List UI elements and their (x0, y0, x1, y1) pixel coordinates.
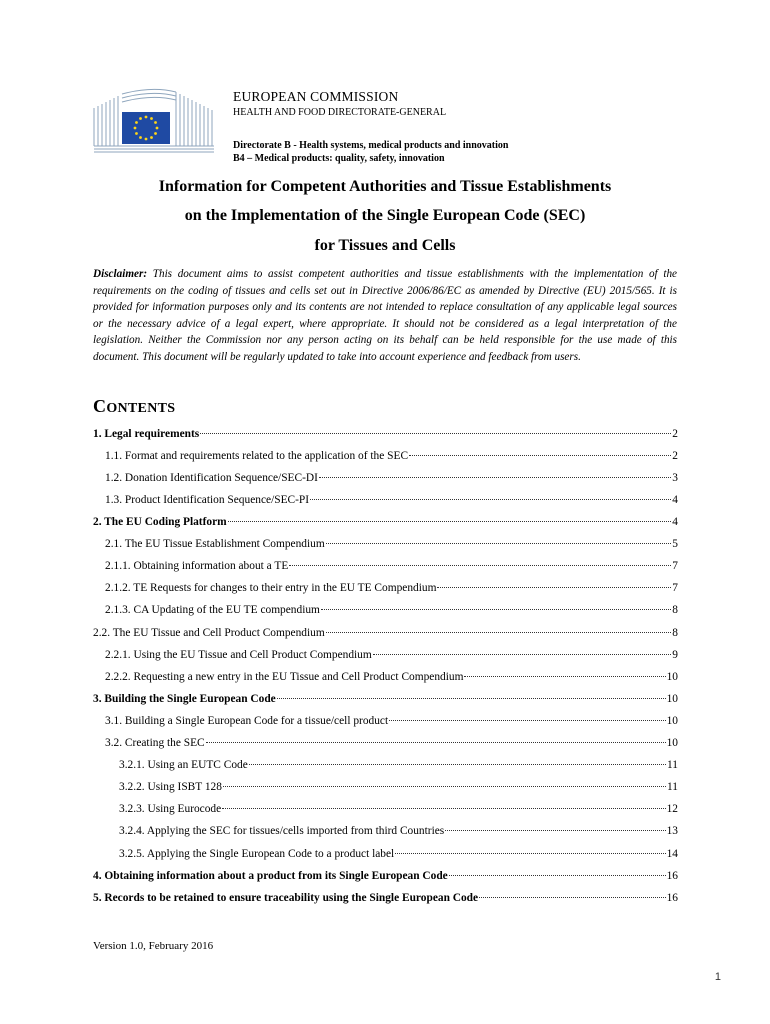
org-name: EUROPEAN COMMISSION (233, 89, 399, 104)
toc-leader-dots (389, 720, 665, 721)
toc-entry-page: 8 (672, 604, 678, 616)
toc-entry-page: 14 (666, 848, 678, 860)
toc-entry-title: 3.2.4. Applying the SEC for tissues/cells imported from third Countries (119, 825, 445, 837)
toc-entry[interactable] (93, 693, 678, 709)
toc-entry-title: 2.2.2. Requesting a new entry in the EU Tissue and Cell Product Compendium (105, 671, 464, 683)
toc-leader-dots (222, 808, 665, 809)
directorate: Directorate B - Health systems, medical products and innovation (233, 140, 509, 151)
toc-entry-title: 2.2.1. Using the EU Tissue and Cell Product Compendium (105, 649, 372, 661)
toc-entry-title: 2. The EU Coding Platform (93, 516, 227, 528)
toc-leader-dots (445, 830, 665, 831)
eu-flag-star (154, 121, 157, 124)
toc-leader-dots (437, 587, 671, 588)
toc-entry[interactable] (105, 538, 678, 554)
toc-entry[interactable] (105, 715, 678, 731)
eu-flag-star (135, 121, 138, 124)
toc-entry-title: 2.1.1. Obtaining information about a TE (105, 560, 289, 572)
toc-entry-title: 1.2. Donation Identification Sequence/SEC-DI (105, 472, 318, 484)
toc-leader-dots (228, 521, 672, 522)
toc-leader-dots (249, 764, 666, 765)
eu-flag-star (134, 127, 137, 130)
toc-entry[interactable] (105, 604, 678, 620)
toc-leader-dots (409, 455, 671, 456)
toc-entry-title: 3. Building the Single European Code (93, 693, 276, 705)
toc-leader-dots (326, 632, 672, 633)
toc-leader-dots (321, 609, 671, 610)
toc-entry-page: 10 (666, 715, 678, 727)
eu-flag-star (150, 117, 153, 120)
toc-leader-dots (319, 477, 671, 478)
toc-entry-title: 3.2.2. Using ISBT 128 (119, 781, 222, 793)
toc-leader-dots (289, 565, 671, 566)
toc-leader-dots (206, 742, 666, 743)
version-info: Version 1.0, February 2016 (93, 940, 214, 952)
eu-flag-star (145, 116, 148, 119)
document-title-line-1: Information for Competent Authorities and Tissue Establishments (158, 178, 612, 195)
document-title-line-2: on the Implementation of the Single European Code (SEC) (184, 207, 586, 224)
toc-entry-title: 3.2.5. Applying the Single European Code to a product label (119, 848, 395, 860)
toc-entry-page: 16 (666, 870, 678, 882)
toc-leader-dots (479, 897, 666, 898)
toc-entry-title: 5. Records to be retained to ensure traceability using the Single European Code (93, 892, 479, 904)
unit: B4 – Medical products: quality, safety, innovation (233, 153, 445, 164)
toc-leader-dots (326, 543, 672, 544)
toc-entry-title: 3.2. Creating the SEC (105, 737, 205, 749)
toc-entry-page: 12 (666, 803, 678, 815)
toc-entry[interactable] (119, 803, 678, 819)
toc-entry-page: 16 (666, 892, 678, 904)
toc-entry-page: 4 (672, 516, 678, 528)
toc-leader-dots (200, 433, 671, 434)
disclaimer-label: Disclaimer: (93, 268, 148, 280)
toc-entry[interactable] (93, 627, 678, 643)
toc-leader-dots (310, 499, 671, 500)
toc-entry-page: 10 (666, 737, 678, 749)
toc-entry-page: 3 (672, 472, 678, 484)
toc-entry-title: 3.2.1. Using an EUTC Code (119, 759, 248, 771)
toc-entry-page: 7 (672, 560, 678, 572)
toc-entry[interactable] (93, 892, 678, 908)
toc-entry[interactable] (105, 472, 678, 488)
contents-heading-initial: C (93, 396, 107, 416)
toc-entry[interactable] (119, 825, 678, 841)
toc-entry[interactable] (119, 759, 678, 775)
toc-entry-page: 7 (672, 582, 678, 594)
european-commission-logo (92, 88, 218, 154)
toc-entry-page: 2 (672, 428, 678, 440)
toc-entry-title: 3.2.3. Using Eurocode (119, 803, 222, 815)
toc-leader-dots (223, 786, 666, 787)
document-title-line-3: for Tissues and Cells (314, 237, 456, 254)
eu-flag-star (139, 136, 142, 139)
toc-leader-dots (373, 654, 672, 655)
toc-entry-title: 1. Legal requirements (93, 428, 200, 440)
toc-entry-title: 1.3. Product Identification Sequence/SEC-PI (105, 494, 310, 506)
toc-leader-dots (464, 676, 665, 677)
toc-entry-page: 5 (672, 538, 678, 550)
contents-heading-rest: ONTENTS (106, 401, 176, 416)
toc-entry[interactable] (105, 560, 678, 576)
toc-entry[interactable] (105, 582, 678, 598)
toc-entry-page: 9 (672, 649, 678, 661)
eu-flag-star (150, 136, 153, 139)
page-number: 1 (714, 971, 721, 983)
toc-leader-dots (395, 853, 665, 854)
toc-entry[interactable] (105, 737, 678, 753)
toc-entry[interactable] (105, 671, 678, 687)
toc-entry-title: 1.1. Format and requirements related to the application of the SEC (105, 450, 409, 462)
toc-entry[interactable] (119, 781, 678, 797)
toc-entry[interactable] (105, 649, 678, 665)
toc-entry-page: 10 (666, 693, 678, 705)
toc-entry-page: 2 (672, 450, 678, 462)
toc-entry-title: 3.1. Building a Single European Code for a tissue/cell product (105, 715, 389, 727)
toc-entry-page: 11 (667, 781, 678, 793)
toc-entry-page: 4 (672, 494, 678, 506)
eu-flag-star (156, 127, 159, 130)
toc-entry[interactable] (93, 870, 678, 886)
eu-flag-star (154, 132, 157, 135)
toc-entry[interactable] (105, 450, 678, 466)
toc-leader-dots (277, 698, 666, 699)
disclaimer-text: This document aims to assist competent authorities and tissue establishments with the implementation of the requirements on the coding of tissues and cells set out in Directive 2006/86/EC as amended by Directive (EU) 2015/565. It is provided for information purposes only and its contents are not intended to replace consultation of any applicable legal sources or the necessary advice of a legal expert, where appropriate. It should not be considered as a legal interpretation of the legislation. Neither the Commission nor any person acting on its behalf can be held responsible for the use made of this document. This document will be regularly updated to take into account experience and feedback from users. (93, 268, 677, 363)
eu-flag-star (135, 132, 138, 135)
toc-entry-page: 11 (667, 759, 678, 771)
header-block (233, 89, 693, 165)
toc-entry-page: 13 (666, 825, 678, 837)
toc-entry[interactable] (105, 494, 678, 510)
disclaimer (93, 266, 677, 366)
toc-entry-page: 10 (666, 671, 678, 683)
toc-entry[interactable] (93, 428, 678, 444)
contents-heading (93, 396, 175, 417)
toc-entry[interactable] (119, 848, 678, 864)
toc-entry-title: 2.1.2. TE Requests for changes to their entry in the EU TE Compendium (105, 582, 437, 594)
toc-entry-page: 8 (672, 627, 678, 639)
toc-entry-title: 4. Obtaining information about a product from its Single European Code (93, 870, 448, 882)
toc-entry-title: 2.1.3. CA Updating of the EU TE compendium (105, 604, 320, 616)
toc-entry[interactable] (93, 516, 678, 532)
toc-entry-title: 2.2. The EU Tissue and Cell Product Compendium (93, 627, 325, 639)
toc-leader-dots (449, 875, 666, 876)
eu-flag-star (145, 138, 148, 141)
directorate-general: HEALTH AND FOOD DIRECTORATE-GENERAL (233, 107, 447, 118)
toc-entry-title: 2.1. The EU Tissue Establishment Compendium (105, 538, 325, 550)
eu-flag-star (139, 117, 142, 120)
